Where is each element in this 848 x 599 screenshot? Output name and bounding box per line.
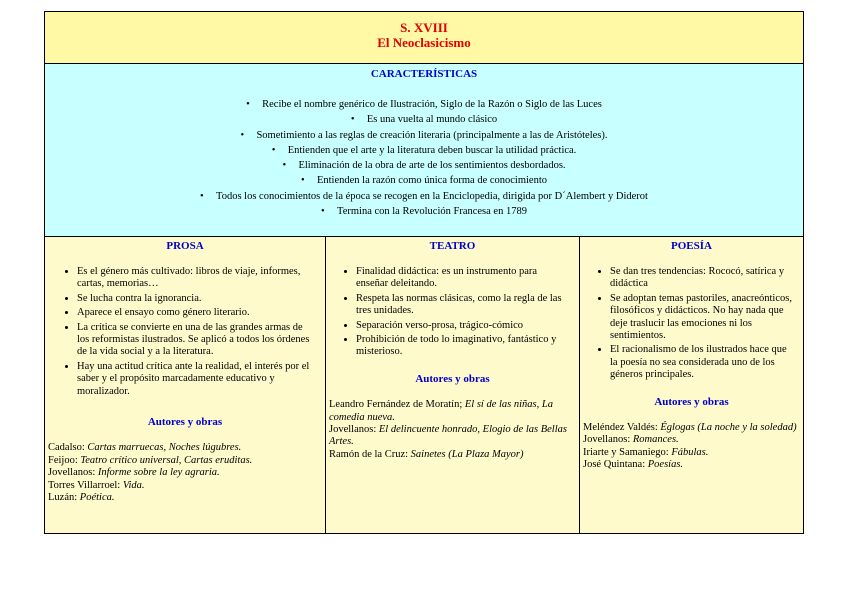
poesia-item: • Se adoptan temas pastoriles, anacreónticos, filosóficos y didácticos. No hay nada que deje traslucir las emociones ni los sentimientos. — [610, 293, 795, 343]
work-entry — [329, 449, 579, 461]
work-entry — [48, 467, 325, 479]
teatro-works — [326, 399, 579, 461]
prosa-works-heading: Autores y obras — [147, 416, 223, 429]
century-heading: S. XVIII — [400, 20, 448, 35]
poesia-item: • Se dan tres tendencias: Rococó, satírica y didáctica — [610, 266, 795, 291]
poesia-works-heading: Autores y obras — [654, 395, 729, 408]
work-titles: Romances. — [632, 434, 679, 446]
work-entry — [583, 459, 803, 471]
work-entry — [583, 434, 803, 446]
work-titles: Fábulas. — [671, 446, 709, 458]
work-titles: Sainetes (La Plaza Mayor) — [410, 448, 524, 460]
work-titles: Vida. — [122, 479, 145, 491]
work-author: Jovellanos: — [48, 467, 98, 479]
caracteristica-item: • Todos los conocimientos de la época se recogen en la Enciclopedia, dirigida por D´Alembert y Diderot — [45, 189, 803, 204]
work-titles: Teatro crítico universal, Cartas eruditas. — [80, 454, 253, 466]
caracteristicas-heading: CARACTERÍSTICAS — [370, 68, 478, 80]
work-entry — [48, 492, 325, 504]
prosa-item: • Aparece el ensayo como género literario. — [77, 307, 317, 319]
work-entry — [329, 399, 579, 424]
caracteristica-item: • Entienden la razón como única forma de conocimiento — [45, 173, 803, 188]
work-author: Leandro Fernández de Moratín; — [329, 399, 465, 411]
prosa-item: • Hay una actitud crítica ante la realidad, el interés por el saber y el propósito marcadamente educativo y moralizador. — [77, 361, 317, 398]
poesia-works — [580, 422, 803, 472]
teatro-item: • Separación verso-prosa, trágico-cómico — [356, 320, 571, 332]
work-author: José Quintana: — [583, 459, 648, 471]
work-entry — [583, 447, 803, 459]
work-author: Jovellanos: — [329, 424, 379, 436]
work-entry — [583, 422, 803, 434]
caracteristica-item: • Entienden que el arte y la literatura deben buscar la utilidad práctica. — [45, 143, 803, 158]
prosa-item: • Es el género más cultivado: libros de viaje, informes, cartas, memorias… — [77, 266, 317, 291]
prosa-list — [45, 266, 325, 398]
prosa-column — [45, 237, 326, 533]
work-author: Feijoo: — [48, 454, 81, 466]
work-entry — [329, 424, 579, 449]
caracteristica-item: • Termina con la Revolución Francesa en 1789 — [45, 204, 803, 219]
work-author: Meléndez Valdés: — [583, 422, 661, 434]
teatro-item: • Finalidad didáctica: es un instrumento para enseñar deleitando. — [356, 266, 571, 291]
teatro-heading: TEATRO — [429, 240, 476, 252]
poesia-item: • El racionalismo de los ilustrados hace que la poesía no sea considerada uno de los géneros principales. — [610, 344, 795, 381]
neoclasicismo-table — [44, 11, 804, 534]
genres-row — [45, 237, 803, 533]
work-entry — [48, 455, 325, 467]
caracteristica-item: • Es una vuelta al mundo clásico — [45, 112, 803, 127]
teatro-works-heading: Autores y obras — [415, 372, 490, 385]
prosa-item: • Se lucha contra la ignorancia. — [77, 293, 317, 305]
work-author: Luzán: — [48, 492, 80, 504]
work-author: Jovellanos: — [583, 434, 633, 446]
work-entry — [48, 480, 325, 492]
work-author: Iriarte y Samaniego: — [583, 446, 672, 458]
work-titles: Cartas marruecas, Noches lúgubres. — [87, 442, 242, 454]
teatro-item: • Prohibición de todo lo imaginativo, fantástico y misterioso. — [356, 334, 571, 359]
work-titles: Poética. — [79, 492, 115, 504]
teatro-column — [326, 237, 580, 533]
work-titles: El sí de las niñas, La comedia nueva. — [329, 399, 553, 423]
caracteristica-item: • Eliminación de la obra de arte de los sentimientos desbordados. — [45, 158, 803, 173]
caracteristica-item: • Recibe el nombre genérico de Ilustración, Siglo de la Razón o Siglo de las Luces — [45, 97, 803, 112]
work-titles: El delincuente honrado, Elogio de las Bellas Artes. — [329, 424, 567, 448]
poesia-heading: POESÍA — [671, 240, 712, 252]
caracteristica-item: • Sometimiento a las reglas de creación literaria (principalmente a las de Aristóteles). — [45, 128, 803, 143]
prosa-heading: PROSA — [166, 240, 204, 252]
title-cell — [45, 12, 803, 64]
work-author: Cadalso: — [48, 442, 88, 454]
work-titles: Églogas (La noche y la soledad) — [660, 422, 797, 434]
caracteristicas-list — [45, 97, 803, 219]
movement-heading: El Neoclasicismo — [377, 35, 471, 50]
caracteristicas-cell — [45, 64, 803, 237]
teatro-item: • Respeta las normas clásicas, como la regla de las tres unidades. — [356, 293, 571, 318]
work-entry — [48, 442, 325, 454]
poesia-column — [580, 237, 803, 533]
work-author: Torres Villarroel: — [48, 479, 123, 491]
prosa-item: • La crítica se convierte en una de las grandes armas de los reformistas ilustrados. Se aplicó a todos los órdenes de la vida social y a la literatura. — [77, 322, 317, 359]
teatro-list — [326, 266, 579, 359]
work-titles: Informe sobre la ley agraria. — [97, 467, 220, 479]
poesia-list — [580, 266, 803, 382]
prosa-works — [45, 442, 325, 504]
work-author: Ramón de la Cruz: — [329, 448, 411, 460]
work-titles: Poesías. — [647, 459, 684, 471]
